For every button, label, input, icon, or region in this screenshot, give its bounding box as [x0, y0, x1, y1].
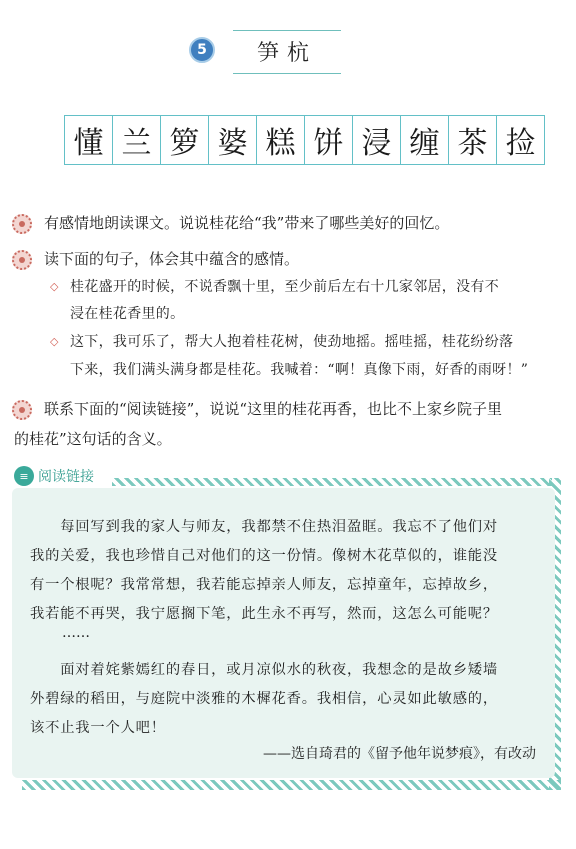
lesson-header	[0, 0, 576, 90]
vocab-char: 茶	[449, 116, 497, 164]
diamond-bullet-icon: ◇	[50, 280, 59, 293]
exercise-1: 有感情地朗读课文。说说桂花给“我”带来了哪些美好的回忆。	[44, 214, 450, 232]
lesson-title: 笋杭	[256, 41, 317, 66]
lesson-number-badge: 5	[189, 37, 215, 63]
reading-link-title: 阅读链接	[38, 469, 94, 485]
vocab-char: 箩	[161, 116, 209, 164]
reading-line: 有一个根呢？我常常想，我若能忘掉亲人师友，忘掉童年，忘掉故乡，	[30, 577, 498, 593]
sentence-2-line-2: 下来，我们满头满身都是桂花。我喊着：“啊！真像下雨，好香的雨呀！”	[70, 362, 529, 378]
vocab-char: 缠	[401, 116, 449, 164]
book-icon: ≡	[14, 466, 34, 486]
reading-line: 我的关爱，我也珍惜自己对他们的这一份情。像树木花草似的，谁能没	[30, 548, 498, 564]
decor-stripe-top	[112, 478, 552, 486]
vocab-char: 捡	[497, 116, 545, 164]
reading-line: 面对着姹紫嫣红的春日，或月凉似水的秋夜，我想念的是故乡矮墙	[30, 662, 498, 678]
exercise-3-line-2: 的桂花”这句话的含义。	[14, 430, 172, 448]
exercise-2: 读下面的句子，体会其中蕴含的感情。	[44, 250, 300, 268]
title-divider-top	[233, 30, 341, 31]
reading-line: 该不止我一个人吧！	[30, 720, 166, 736]
reading-ellipsis: ……	[62, 625, 90, 641]
vocab-char: 浸	[353, 116, 401, 164]
sentence-1-line-1: 桂花盛开的时候，不说香飘十里，至少前后左右十几家邻居，没有不	[70, 279, 499, 295]
exercise-3-line-1: 联系下面的“阅读链接”，说说“这里的桂花再香，也比不上家乡院子里	[44, 400, 503, 418]
reading-line: 每回写到我的家人与师友，我都禁不住热泪盈眶。我忘不了他们对	[30, 519, 498, 535]
vocab-char: 懂	[65, 116, 113, 164]
vocab-character-grid	[64, 115, 545, 165]
sentence-2-line-1: 这下，我可乐了，帮大人抱着桂花树，使劲地摇。摇哇摇，桂花纷纷落	[70, 334, 514, 350]
vocab-char: 兰	[113, 116, 161, 164]
diamond-bullet-icon: ◇	[50, 335, 59, 348]
reading-source: ——选自琦君的《留予他年说梦痕》，有改动	[263, 746, 536, 762]
question-marker-icon	[12, 400, 32, 420]
decor-stripe-bottom	[22, 780, 561, 790]
vocab-char: 饼	[305, 116, 353, 164]
sentence-1-line-2: 浸在桂花香里的。	[70, 306, 185, 322]
question-marker-icon	[12, 250, 32, 270]
vocab-char: 糕	[257, 116, 305, 164]
reading-link-header	[14, 463, 120, 489]
title-divider-bottom	[233, 73, 341, 74]
question-marker-icon	[12, 214, 32, 234]
reading-line: 外碧绿的稻田，与庭院中淡雅的木樨花香。我相信，心灵如此敏感的，	[30, 691, 498, 707]
vocab-char: 婆	[209, 116, 257, 164]
reading-line: 我若能不再哭，我宁愿搁下笔，此生永不再写，然而，这怎么可能呢？	[30, 606, 498, 622]
